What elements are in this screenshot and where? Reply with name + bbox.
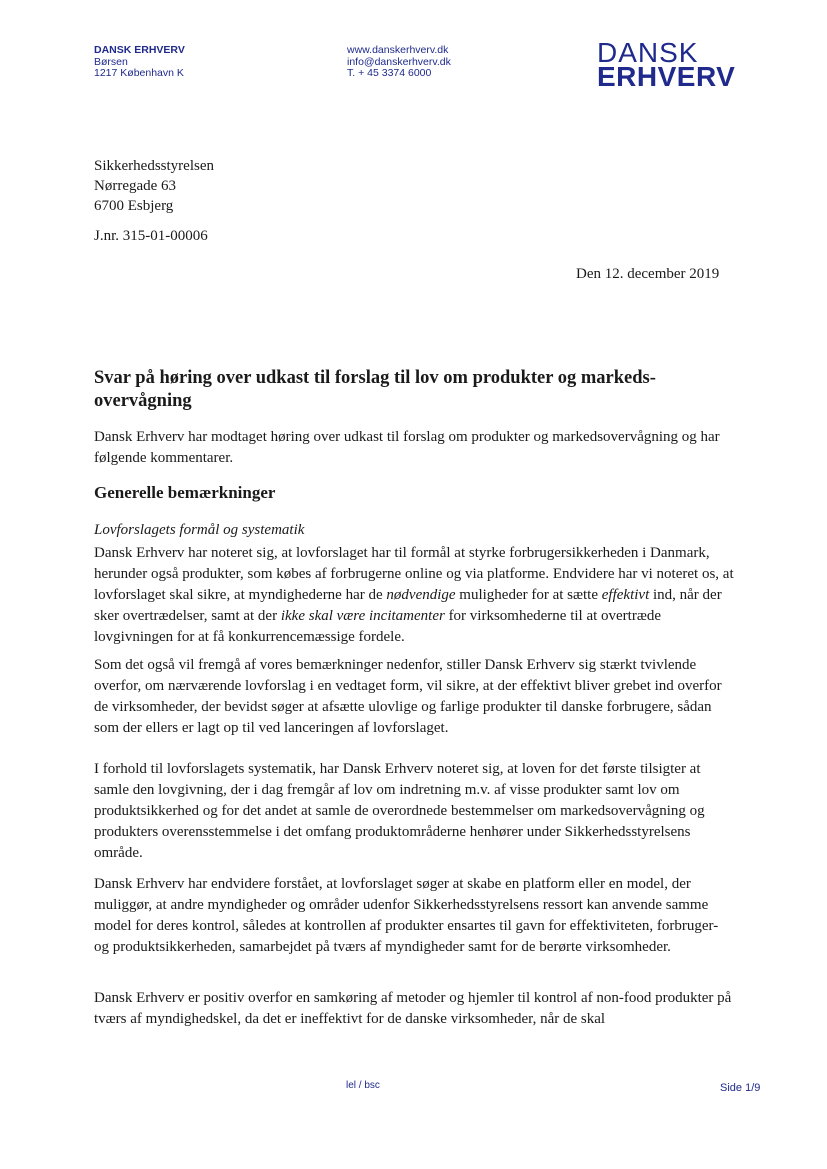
paragraph-1 bbox=[94, 543, 734, 648]
sender-city: 1217 København K bbox=[94, 67, 184, 79]
sender-street: Børsen bbox=[94, 55, 128, 68]
paragraph-4: Dansk Erhverv har endvidere forstået, at lovforslaget søger at skabe en platform eller en model, der muliggør, at andre myndigheder og områder udenfor Sikkerhedsstyrelsens ressort kan anvende samme model for deres kontrol, således at kontrollen af produkter ensartes til gavn for effektiviteten, forbruger- og produktsikkerheden, samarbejdet på tværs af myndigheder samt for de berørte virksomheder. bbox=[94, 876, 719, 955]
letter-date: Den 12. december 2019 bbox=[576, 266, 720, 282]
p1-text-b: muligheder for at sætte bbox=[455, 587, 602, 603]
sender-contact bbox=[347, 45, 451, 80]
dansk-erhverv-logo bbox=[597, 37, 736, 92]
footer-initials: lel / bsc bbox=[346, 1080, 380, 1091]
sender-address bbox=[94, 45, 185, 80]
subheading: Lovforslagets formål og systematik bbox=[94, 522, 305, 538]
paragraph-2: Som det også vil fremgå af vores bemærkninger nedenfor, stiller Dansk Erhverv sig stærkt tvivlende overfor, om nærværende lovforslag i en vedtaget form, vil sikre, at der effektivt bliver grebet ind overfor de virksomheder, der bevidst søger at afsætte ulovlige og farlige produkter til danske forbrugere, sådan som der ellers er lagt op til ved lanceringen af lovforslaget. bbox=[94, 657, 722, 736]
logo-line-1: DANSK bbox=[597, 37, 699, 68]
p1-emphasis-2: effektivt bbox=[601, 587, 650, 603]
recipient-address bbox=[94, 156, 214, 216]
sender-web[interactable]: www.danskerhverv.dk bbox=[347, 44, 449, 56]
p1-text-a: Dansk Erhverv har noteret sig, at lovforslaget har til formål at styrke forbrugersikkerheden i Danmark, herunder også produkter, som købes af forbrugerne online og via platforme. Endvidere har vi noteret os, at lovforslaget skal sikre, at myndighederne har de bbox=[94, 545, 734, 603]
sender-org: DANSK ERHVERV bbox=[94, 44, 185, 56]
sender-phone: T. + 45 3374 6000 bbox=[347, 67, 432, 79]
p1-emphasis-3: ikke skal være incitamenter bbox=[280, 608, 445, 624]
recipient-city: 6700 Esbjerg bbox=[94, 198, 174, 214]
page-number: Side 1/9 bbox=[720, 1082, 761, 1094]
p1-text-d: for virksomhederne til at overtræde lovgivningen for at få konkurrencemæssige fordele. bbox=[94, 608, 661, 645]
journal-number: J.nr. 315-01-00006 bbox=[94, 228, 208, 244]
p1-emphasis-1: nødvendige bbox=[386, 587, 456, 603]
recipient-street: Nørregade 63 bbox=[94, 178, 177, 194]
p1-text-c: ind, når der sker overtrædelser, samt at der bbox=[94, 587, 722, 624]
sender-email[interactable]: info@danskerhverv.dk bbox=[347, 55, 451, 68]
section-heading: Generelle bemærkninger bbox=[94, 483, 276, 502]
letter-title: Svar på høring over udkast til forslag til lov om produkter og markeds-overvågning bbox=[94, 368, 656, 411]
logo-line-2: ERHVERV bbox=[597, 61, 736, 92]
intro-paragraph: Dansk Erhverv har modtaget høring over udkast til forslag om produkter og markedsovervågning og har følgende kommentarer. bbox=[94, 429, 720, 466]
paragraph-3: I forhold til lovforslagets systematik, har Dansk Erhverv noteret sig, at loven for det første tilsigter at samle den lovgivning, der i dag fremgår af lov om indretning m.v. af visse produkter samt lov om produktsikkerhed og for det andet at samle de overordnede bestemmelser om markedsovervågning og produkters overensstemmelse i det omfang produktområderne henhører under Sikkerhedsstyrelsens område. bbox=[94, 761, 705, 861]
recipient-name: Sikkerhedsstyrelsen bbox=[94, 158, 214, 174]
paragraph-5: Dansk Erhverv er positiv overfor en samkøring af metoder og hjemler til kontrol af non-food produkter på tværs af myndighedskel, da det er ineffektivt for de danske virksomheder, når de skal bbox=[94, 990, 732, 1027]
